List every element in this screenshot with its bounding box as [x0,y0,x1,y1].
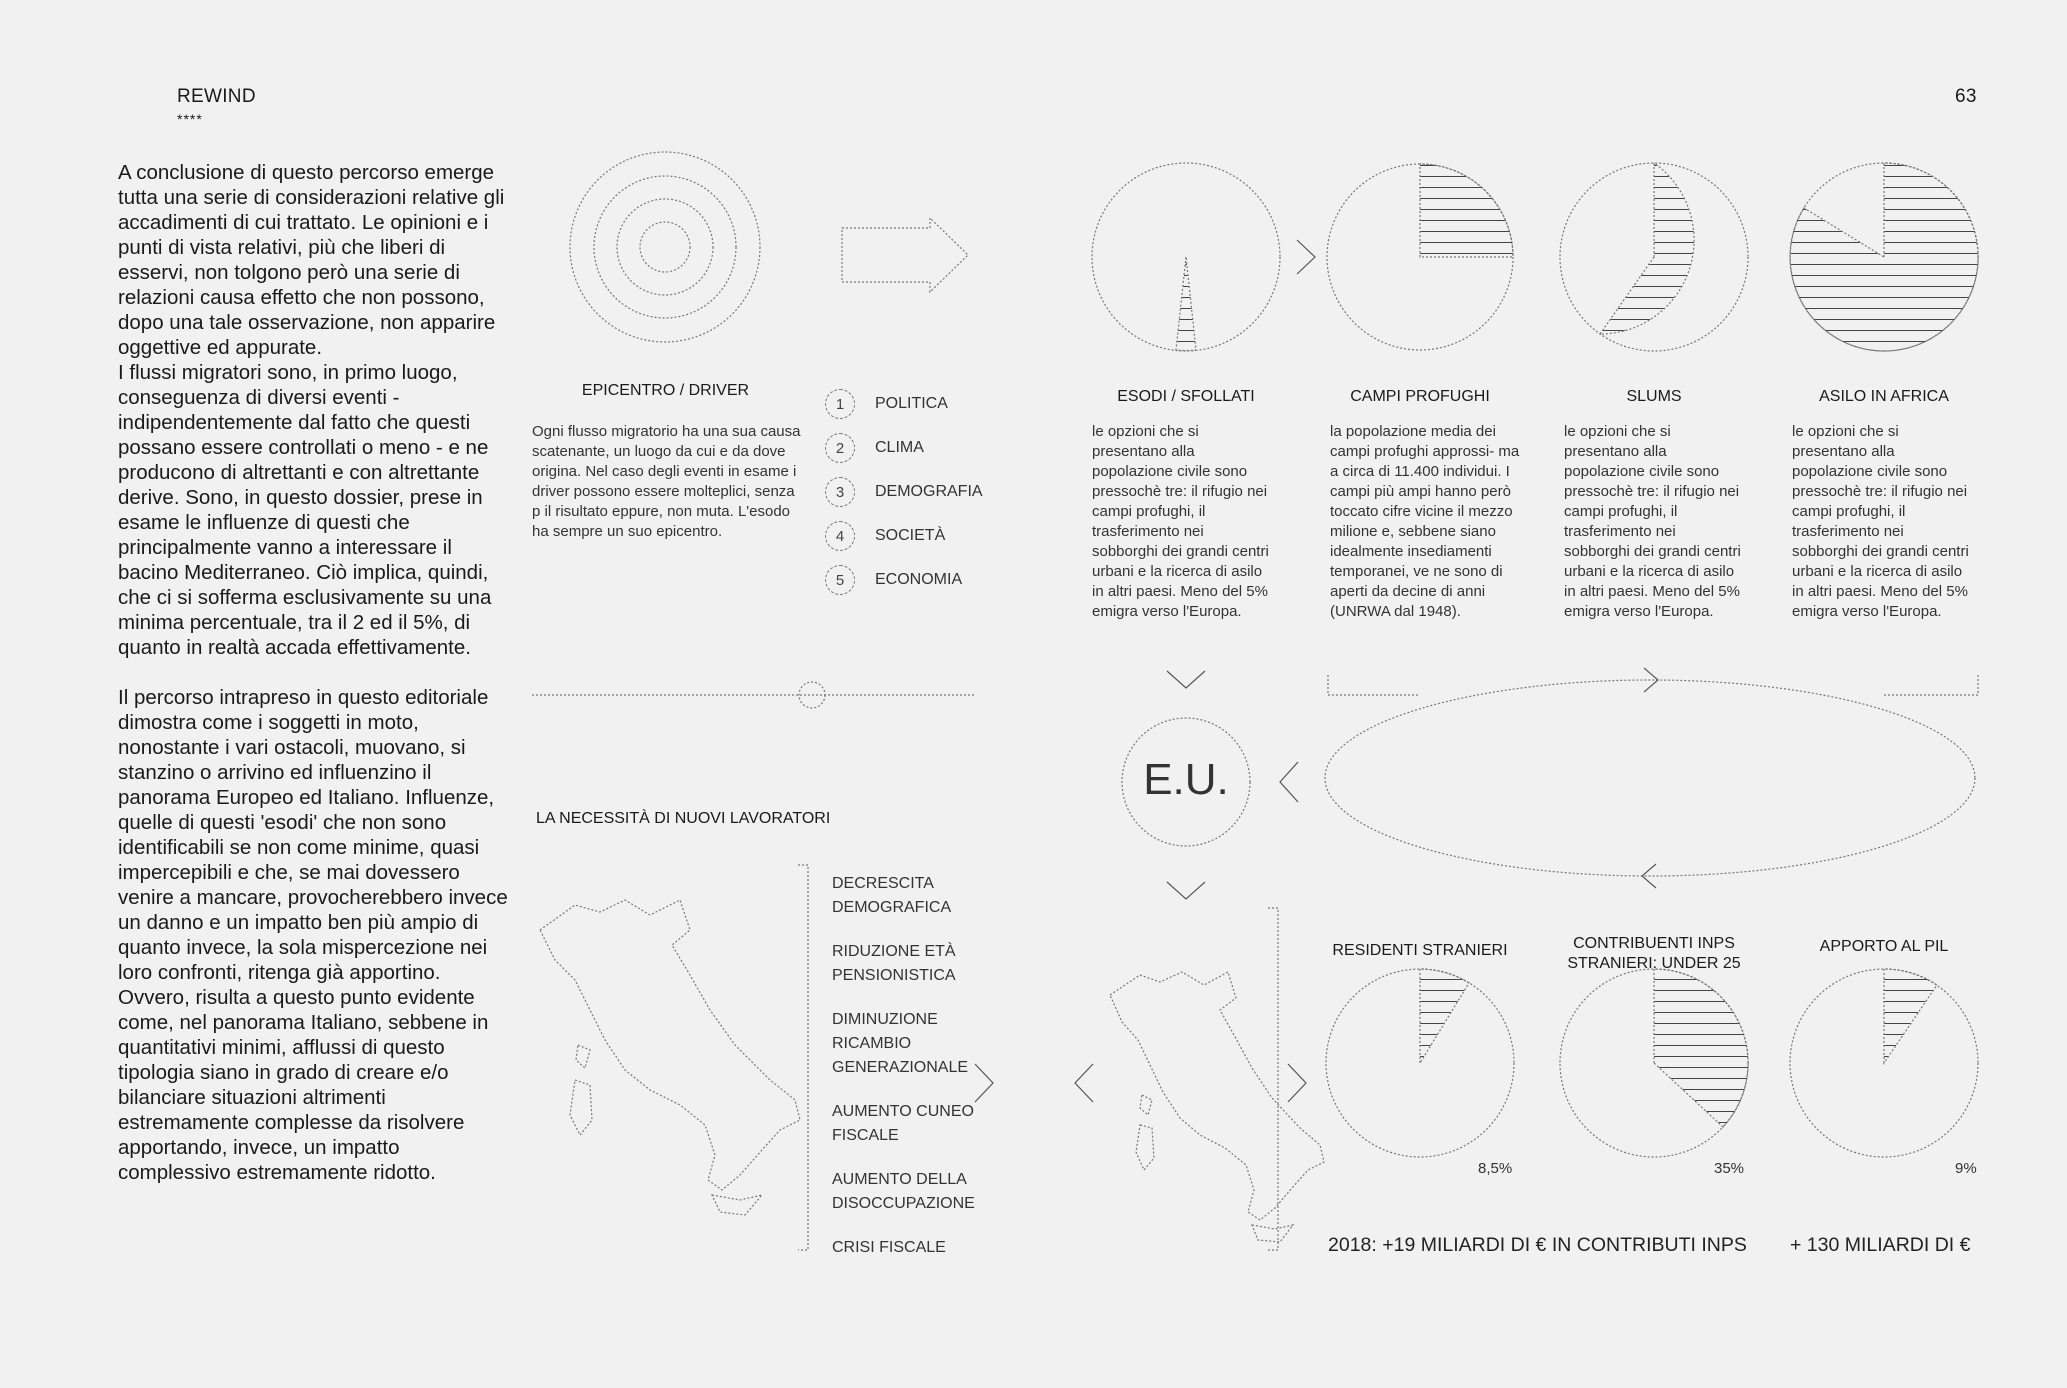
driver-label: CLIMA [875,439,924,456]
column-title: CAMPI PROFUGHI [1350,388,1490,405]
pie-title: RESIDENTI STRANIERI [1332,942,1508,959]
campi-pie [1327,164,1513,350]
need-item: AUMENTO DELLA DISOCCUPAZIONE [832,1171,975,1212]
column-text: le opzioni che si presentano alla popolazione civile sono pressochè tre: il rifugio nei campi profughi, il trasferimento nei sobborghi dei grandi centri urbani e la ricerca di asilo in altri paesi. Meno del 5% emigra verso l'Europa. [1564,423,1741,620]
intro-paragraph-3: Il percorso intrapreso in questo editoriale dimostra come i soggetti in moto, nonostante i vari ostacoli, muovano, si stanzino o arrivino ed influenzino il panorama Europeo ed Italiano. Influenze, quelle di questi 'esodi' che non sono identificabili se non come minime, quasi impercepibili e che, se mai dovessero venire a mancare, provocherebbero invece un danno e un impatto ben più ampio di quanto invece, la sola mispercezione nei loro confronti, ritenga già apportino. Ovvero, risulta a questo punto evidente come, nel panorama Italiano, sebbene in quantitativi minimi, afflussi di questo tipologia siano in grado di creare e/o bilanciare situazioni altrimenti estremamente complesse da risolvere apportando, invece, un impatto complessivo estremamente ridotto. [118,686,508,1184]
chevron-right-icon [1297,240,1315,274]
intro-paragraph-1: A conclusione di questo percorso emerge tutta una serie di considerazioni relative gli accadimenti di cui trattato. Le opinioni e i punti di vista relativi, più che liberi di esservi, non tolgono però una serie di relazioni causa effetto che non possono, dopo una tale osservazione, non apparire oggettive ed appurate. [118,161,505,359]
driver-item [825,387,948,421]
asilo-pie [1790,163,1978,351]
column-text: le opzioni che si presentano alla popolazione civile sono pressochè tre: il rifugio nei campi profughi, il trasferimento nei sobborghi dei grandi centri urbani e la ricerca di asilo in altri paesi. Meno del 5% emigra verso l'Europa. [1092,423,1269,620]
pie-title: APPORTO AL PIL [1819,938,1949,955]
pie-residenti [1326,969,1514,1157]
driver-item [825,563,962,597]
needs-list [832,872,1032,1262]
driver-label: DEMOGRAFIA [875,483,983,500]
column-text: le opzioni che si presentano alla popolazione civile sono pressochè tre: il rifugio nei campi profughi, il trasferimento nei sobborghi dei grandi centri urbani e la ricerca di asilo in altri paesi. Meno del 5% emigra verso l'Europa. [1792,423,1969,620]
chevron-down-icon [1167,671,1205,688]
driver-number: 2 [825,433,855,463]
column-text: la popolazione media dei campi profughi approssi- ma a circa di 11.400 individui. I campi più ampi hanno però toccato cifre vicine il mezzo milione e, sebbene siano idealmente insediamenti temporanei, ve ne sono di aperti da decine di anni (UNRWA dal 1948). [1330,423,1520,620]
needs-title: LA NECESSITÀ DI NUOVI LAVORATORI [536,810,831,827]
driver-item [825,475,983,509]
pie-value-label: 8,5% [1478,1160,1513,1177]
chevron-down-icon [1167,882,1205,899]
column-title: ESODI / SFOLLATI [1117,388,1255,405]
driver-label: SOCIETÀ [875,527,946,544]
pie-pil [1790,969,1978,1157]
drivers-list [825,387,1025,587]
need-item: AUMENTO CUNEO FISCALE [832,1103,974,1144]
column-title: ASILO IN AFRICA [1819,388,1949,405]
intro-paragraph-2: I flussi migratori sono, in primo luogo, conseguenza di diversi eventi - indipendentemente dal fatto che questi possano essere controllati o meno - e ne producono di altrettanti e con altrettante derive. Sono, in questo dossier, prese in esame le influenze di questi che principalmente vanno a interessare il bacino Mediterraneo. Ciò implica, quindi, che ci si sofferma esclusivamente su una minima percentuale, tra il 2 ed il 5%, di quanto in realtà accada effettivamente. [118,361,492,659]
chevron-left-icon [1075,1064,1093,1102]
driver-item [825,431,924,465]
driver-label: POLITICA [875,395,948,412]
epicentro-text: Ogni flusso migratorio ha una sua causa scatenante, un luogo da cui e da dove origina. Nel caso degli eventi in esame i driver possono essere molteplici, senza p il risultato eppure, non muta. L'esodo ha sempre un suo epicentro. [532,423,801,540]
esodi-pie [1092,163,1280,351]
slums-pie [1560,163,1748,351]
loop-ellipse [1325,680,1975,876]
driver-number: 4 [825,521,855,551]
chevron-right-icon [1288,1064,1306,1102]
need-item: CRISI FISCALE [832,1239,946,1256]
need-item: DECRESCITA DEMOGRAFICA [832,875,952,916]
pie-contribuenti [1560,969,1748,1157]
need-item: RIDUZIONE ETÀ PENSIONISTICA [832,943,956,984]
section-stars: **** [177,111,203,127]
pie-value-label: 9% [1955,1160,1977,1177]
pie-value-label: 35% [1714,1160,1745,1177]
column-title: SLUMS [1626,388,1682,405]
page-number: 63 [1955,86,1977,107]
need-item: DIMINUZIONE RICAMBIO GENERAZIONALE [832,1011,969,1076]
driver-number: 5 [825,565,855,595]
pie-title: CONTRIBUENTI INPS STRANIERI: UNDER 25 [1567,935,1741,972]
epicentro-title: EPICENTRO / DRIVER [581,382,750,399]
driver-label: ECONOMIA [875,571,963,588]
pil-note: + 130 MILIARDI DI € [1790,1234,1971,1256]
flow-arrow-icon [842,218,968,292]
chevron-left-icon [1280,762,1298,802]
target-icon [570,152,760,342]
driver-number: 3 [825,477,855,507]
driver-item [825,519,945,553]
inps-note: 2018: +19 MILIARDI DI € IN CONTRIBUTI INPS [1328,1234,1747,1256]
driver-number: 1 [825,389,855,419]
eu-label: E.U. [1143,755,1229,804]
section-title: REWIND [177,86,256,107]
